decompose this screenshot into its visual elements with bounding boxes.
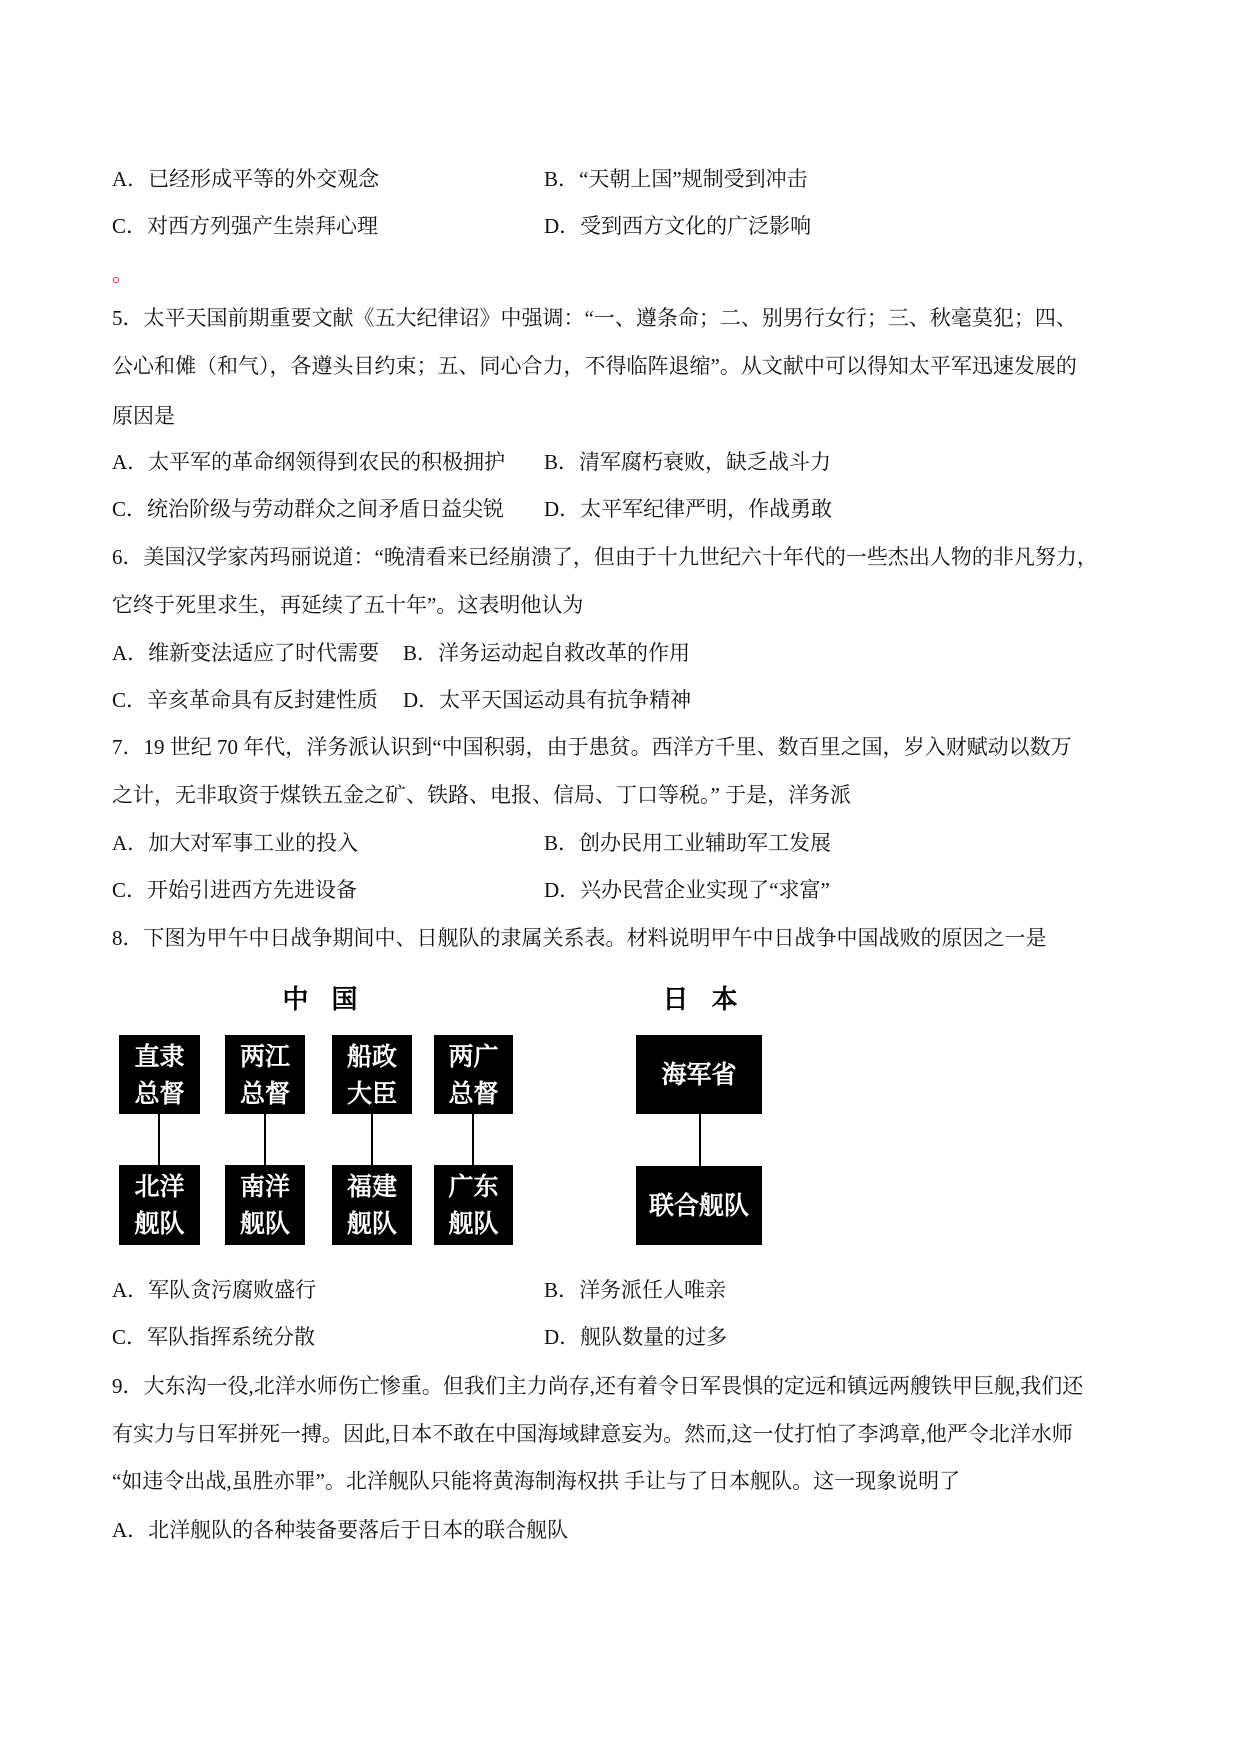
option-label: D． — [544, 878, 581, 902]
option-text: 舰队数量的过多 — [580, 1325, 728, 1349]
china-authority-box-1 — [119, 1035, 200, 1114]
option-label: C． — [112, 688, 148, 712]
box-text: 北洋 — [134, 1172, 185, 1201]
stray-red-mark: 。 — [112, 262, 133, 286]
option-label: C． — [112, 1325, 148, 1349]
box-text: 舰队 — [346, 1209, 397, 1238]
connector-line — [158, 1114, 160, 1165]
option-label: C． — [112, 878, 148, 902]
japan-combined-fleet-box — [636, 1166, 762, 1245]
option-label: B． — [544, 167, 580, 191]
china-fleet-box-1 — [119, 1165, 200, 1245]
option-text: 军队指挥系统分散 — [147, 1325, 316, 1349]
option-text: 加大对军事工业的投入 — [148, 831, 359, 855]
q6-option-b — [403, 639, 690, 667]
option-label: B． — [544, 450, 580, 474]
box-text: 福建 — [346, 1172, 397, 1201]
q8-option-c — [112, 1323, 315, 1351]
q6-option-c — [112, 686, 378, 714]
box-text: 总督 — [448, 1078, 499, 1108]
q5-option-c — [112, 495, 504, 523]
box-text: 舰队 — [239, 1209, 290, 1238]
option-label: D． — [544, 1325, 581, 1349]
prev-option-b — [544, 165, 808, 193]
china-fleet-box-4 — [434, 1165, 513, 1245]
option-text: 创办民用工业辅助军工发展 — [579, 831, 832, 855]
option-label: A． — [112, 1278, 149, 1302]
q6-stem-line-1: 6．美国汉学家芮玛丽说道：“晚清看来已经崩溃了，但由于十九世纪六十年代的一些杰出人物的非凡努力， — [112, 545, 1098, 569]
box-text: 两江 — [239, 1041, 290, 1071]
q5-option-b — [544, 448, 831, 476]
q8-option-b — [544, 1276, 726, 1304]
option-label: A． — [112, 450, 149, 474]
q6-option-a — [112, 639, 379, 667]
option-label: D． — [544, 497, 581, 521]
box-text: 广东 — [448, 1172, 499, 1201]
option-text: 统治阶级与劳动群众之间矛盾日益尖锐 — [147, 497, 505, 521]
china-authority-box-3 — [332, 1035, 412, 1114]
option-label: C． — [112, 497, 148, 521]
option-label: A． — [112, 641, 149, 665]
prev-option-a — [112, 165, 379, 193]
q7-option-b — [544, 829, 831, 857]
prev-option-c — [112, 212, 378, 240]
q6-option-d — [403, 686, 691, 714]
china-authority-box-2 — [225, 1035, 305, 1114]
box-text: 总督 — [134, 1078, 185, 1108]
box-text: 两广 — [448, 1041, 499, 1071]
q5-option-a — [112, 448, 505, 476]
box-text: 船政 — [346, 1041, 397, 1071]
option-text: 太平军的革命纲领得到农民的积极拥护 — [148, 450, 506, 474]
option-text: “天朝上国”规制受到冲击 — [579, 167, 808, 191]
option-text: 辛亥革命具有反封建性质 — [147, 688, 379, 712]
box-text: 舰队 — [134, 1209, 185, 1238]
box-text: 直隶 — [134, 1041, 185, 1071]
q5-option-d — [544, 495, 832, 523]
option-text: 军队贪污腐败盛行 — [148, 1278, 317, 1302]
option-text: 兴办民营企业实现了“求富” — [580, 878, 830, 902]
option-label: A． — [112, 1518, 149, 1542]
q7-option-c — [112, 876, 357, 904]
option-text: 已经形成平等的外交观念 — [148, 167, 380, 191]
option-text: 开始引进西方先进设备 — [147, 878, 358, 902]
q7-stem-line-2: 之计，无非取资于煤铁五金之矿、铁路、电报、信局、丁口等税。” 于是，洋务派 — [112, 783, 852, 807]
option-label: D． — [403, 688, 440, 712]
japan-navy-ministry-box — [636, 1035, 762, 1114]
box-text: 总督 — [239, 1078, 290, 1108]
q6-stem-line-2: 它终于死里求生，再延续了五十年”。这表明他认为 — [112, 593, 584, 617]
q7-option-d — [544, 876, 830, 904]
option-label: B． — [403, 641, 439, 665]
q5-stem-line-2: 公心和傩（和气），各遵头目约束；五、同心合力，不得临阵退缩”。从文献中可以得知太平军迅速发展的 — [112, 354, 1077, 378]
q8-stem-line-1: 8．下图为甲午中日战争期间中、日舰队的隶属关系表。材料说明甲午中日战争中国战败的原因之一是 — [112, 926, 1047, 950]
connector-line — [472, 1114, 474, 1165]
china-fleet-box-2 — [225, 1165, 305, 1245]
q8-option-a — [112, 1276, 316, 1304]
diagram-title-japan: 日 本 — [662, 985, 738, 1015]
option-label: B． — [544, 831, 580, 855]
connector-line — [264, 1114, 266, 1165]
q9-option-a — [112, 1516, 568, 1544]
connector-line — [371, 1114, 373, 1165]
q8-option-d — [544, 1323, 727, 1351]
box-text: 大臣 — [346, 1078, 397, 1108]
q9-stem-line-3: “如违令出战,虽胜亦罪”。北洋舰队只能将黄海制海权拱 手让与了日本舰队。这一现象说明了 — [112, 1469, 961, 1493]
option-text: 受到西方文化的广泛影响 — [580, 214, 812, 238]
option-label: C． — [112, 214, 148, 238]
q9-stem-line-2: 有实力与日军拼死一搏。因此,日本不敢在中国海域肆意妄为。然而,这一仗打怕了李鸿章,他严令北洋水师 — [112, 1422, 1073, 1446]
china-authority-box-4 — [434, 1035, 513, 1114]
connector-line — [699, 1114, 701, 1166]
option-text: 太平天国运动具有抗争精神 — [439, 688, 692, 712]
option-text: 洋务运动起自救改革的作用 — [438, 641, 691, 665]
option-text: 维新变法适应了时代需要 — [148, 641, 380, 665]
q5-stem-line-1: 5．太平天国前期重要文献《五大纪律诏》中强调：“一、遵条命；二、别男行女行；三、秋毫莫犯；四、 — [112, 306, 1077, 330]
q5-stem-line-3: 原因是 — [112, 404, 175, 428]
diagram-title-china: 中 国 — [282, 985, 358, 1015]
q7-option-a — [112, 829, 358, 857]
option-text: 太平军纪律严明，作战勇敢 — [580, 497, 833, 521]
option-label: A． — [112, 167, 149, 191]
prev-option-d — [544, 212, 811, 240]
box-text: 海军省 — [661, 1060, 737, 1089]
option-text: 清军腐朽衰败，缺乏战斗力 — [579, 450, 832, 474]
box-text: 南洋 — [239, 1172, 290, 1201]
china-fleet-box-3 — [332, 1165, 412, 1245]
box-text: 联合舰队 — [648, 1191, 749, 1220]
option-text: 北洋舰队的各种装备要落后于日本的联合舰队 — [148, 1518, 569, 1542]
box-text: 舰队 — [448, 1209, 499, 1238]
option-label: A． — [112, 831, 149, 855]
option-label: D． — [544, 214, 581, 238]
option-label: B． — [544, 1278, 580, 1302]
q9-stem-line-1: 9．大东沟一役,北洋水师伤亡惨重。但我们主力尚存,还有着令日军畏惧的定远和镇远两艘铁甲巨舰,我们还 — [112, 1374, 1084, 1398]
q7-stem-line-1: 7．19 世纪 70 年代，洋务派认识到“中国积弱，由于患贫。西洋方千里、数百里之国，岁入财赋动以数万 — [112, 735, 1072, 759]
option-text: 对西方列强产生崇拜心理 — [147, 214, 379, 238]
option-text: 洋务派任人唯亲 — [579, 1278, 727, 1302]
